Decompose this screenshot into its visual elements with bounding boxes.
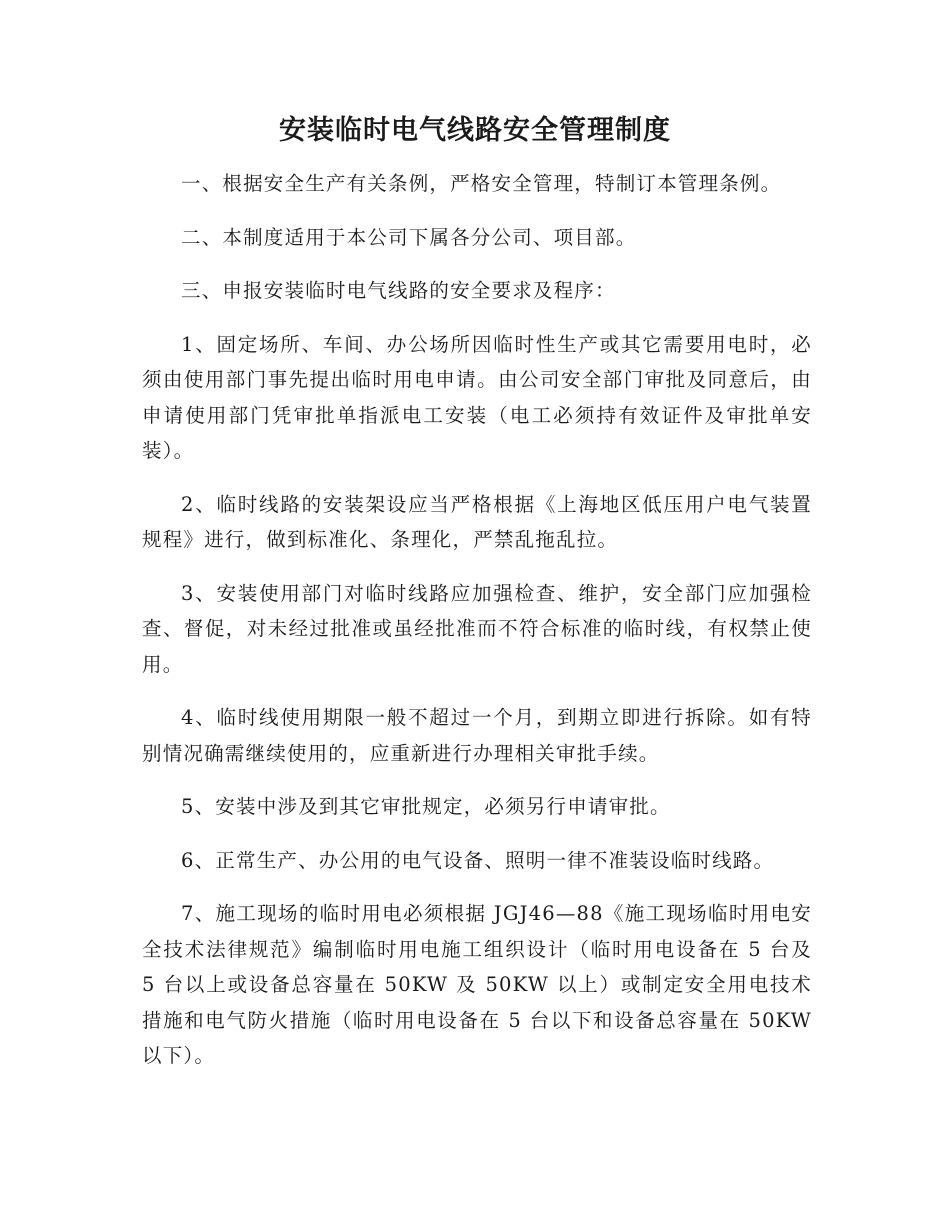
paragraph-6: 3、安装使用部门对临时线路应加强检查、维护，安全部门应加强检查、督促，对未经过批准或虽经批准而不符合标准的临时线，有权禁止使用。	[142, 581, 812, 676]
paragraph-10: 7、施工现场的临时用电必须根据 JGJ46—88《施工现场临时用电安全技术法律规范》编制临时用电施工组织设计（临时用电设备在 5 台及 5 台以上或设备总容量在 50KW 及 50KW 以上）或制定安全用电技术措施和电气防火措施（临时用电设备在 5 台以下和设备总容量在 50KW 以下）。	[142, 902, 812, 1067]
paragraph-1: 一、根据安全生产有关条例，严格安全管理，特制订本管理条例。	[181, 172, 782, 195]
paragraph-9: 6、正常生产、办公用的电气设备、照明一律不准装设临时线路。	[181, 848, 775, 872]
paragraph-5: 2、临时线路的安装架设应当严格根据《上海地区低压用户电气装置规程》进行，做到标准化、条理化，严禁乱拖乱拉。	[142, 492, 812, 551]
paragraph-7: 4、临时线使用期限一般不超过一个月，到期立即进行拆除。如有特别情况确需继续使用的，应重新进行办理相关审批手续。	[142, 706, 812, 765]
paragraph-4: 1、固定场所、车间、办公场所因临时性生产或其它需要用电时，必须由使用部门事先提出临时用电申请。由公司安全部门审批及同意后，由申请使用部门凭审批单指派电工安装（电工必须持有效证件及审批单安装）。	[142, 332, 812, 462]
paragraph-2: 二、本制度适用于本公司下属各分公司、项目部。	[181, 225, 637, 249]
document-title: 安装临时电气线路安全管理制度	[279, 115, 671, 146]
document-body	[142, 166, 812, 1092]
paragraph-3: 三、申报安装临时电气线路的安全要求及程序：	[181, 279, 616, 302]
paragraph-8: 5、安装中涉及到其它审批规定，必须另行申请审批。	[181, 795, 671, 818]
